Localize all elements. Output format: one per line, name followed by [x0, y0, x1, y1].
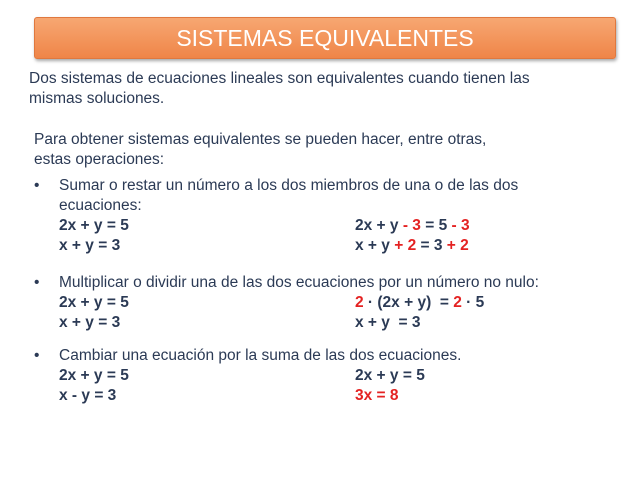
equation-transformed: [355, 313, 421, 333]
equation-row: [34, 386, 624, 406]
equation-highlight: 3x = 8: [355, 387, 399, 404]
equation-transformed: [355, 293, 484, 313]
intro-line: Dos sistemas de ecuaciones lineales son equivalentes cuando tienen las: [29, 70, 530, 87]
equation-segment: · 5: [461, 294, 485, 311]
equation-segment: 2x + y: [355, 217, 403, 234]
bullet-item: [34, 273, 624, 293]
equation-transformed: [355, 216, 470, 236]
bullet-text: Sumar o restar un número a los dos miembros de una o de las dos: [59, 177, 519, 194]
lead-line: estas operaciones:: [34, 151, 165, 168]
equation-row: [34, 293, 624, 313]
equation-original: 2x + y = 5: [59, 367, 129, 384]
bullet-text: Cambiar una ecuación por la suma de las dos ecuaciones.: [59, 347, 462, 364]
intro-line: mismas soluciones.: [29, 90, 165, 107]
lead-line: Para obtener sistemas equivalentes se pueden hacer, entre otras,: [34, 131, 487, 148]
equation-row: [34, 366, 624, 386]
equation-transformed: [355, 366, 425, 386]
equation-segment: = 5: [420, 217, 452, 234]
equation-original: 2x + y = 5: [59, 294, 129, 311]
equation-segment: x + y = 3: [355, 314, 421, 331]
operation-block-3: [34, 346, 624, 406]
equation-original: x + y = 3: [59, 314, 121, 331]
equation-row: [34, 313, 624, 333]
equation-row: [34, 216, 624, 236]
bullet-icon: •: [34, 274, 40, 291]
bullet-icon: •: [34, 347, 40, 364]
equation-original: x - y = 3: [59, 387, 117, 404]
operation-block-2: [34, 273, 624, 333]
equation-highlight: 2: [355, 294, 364, 311]
operation-block-1: [34, 176, 624, 256]
equation-segment: · (2x + y) =: [363, 294, 454, 311]
page-title: SISTEMAS EQUIVALENTES: [176, 25, 474, 51]
equation-segment: = 3: [416, 237, 447, 254]
equation-highlight: - 3: [402, 217, 421, 234]
equation-transformed: [355, 386, 399, 406]
bullet-icon: •: [34, 177, 40, 194]
bullet-text: Multiplicar o dividir una de las dos ecuaciones por un número no nulo:: [59, 274, 539, 291]
equation-highlight: - 3: [451, 217, 470, 234]
equation-row: [34, 236, 624, 256]
title-banner: [34, 17, 616, 59]
equation-original: 2x + y = 5: [59, 217, 129, 234]
equation-segment: x + y: [355, 237, 395, 254]
equation-original: x + y = 3: [59, 237, 121, 254]
equation-highlight: + 2: [446, 237, 469, 254]
bullet-item: [34, 346, 624, 366]
equation-segment: 2x + y = 5: [355, 367, 425, 384]
equation-transformed: [355, 236, 469, 256]
equation-highlight: + 2: [394, 237, 417, 254]
lead-paragraph: [34, 130, 624, 170]
bullet-item: [34, 176, 624, 216]
intro-paragraph: [29, 69, 619, 109]
equation-highlight: 2: [453, 294, 462, 311]
bullet-text: ecuaciones:: [59, 197, 142, 214]
